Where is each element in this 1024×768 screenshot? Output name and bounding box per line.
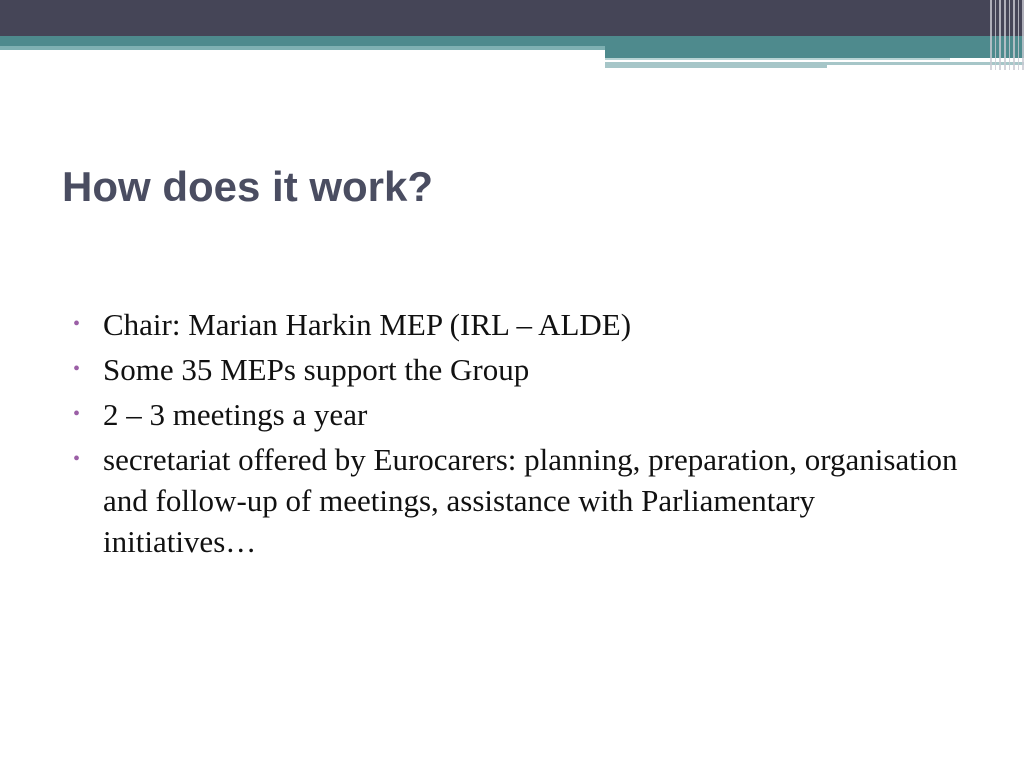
bullet-icon: • xyxy=(73,313,81,335)
bullet-icon: • xyxy=(73,448,81,470)
header-stripe xyxy=(1013,0,1015,70)
bullet-icon: • xyxy=(73,403,81,425)
bullet-text: secretariat offered by Eurocarers: planning, preparation, organisation and follow-up of meetings, assistance with Parliamentary initiatives… xyxy=(103,442,958,559)
header-stripe xyxy=(999,0,1001,70)
header-block-right xyxy=(605,46,1024,58)
bullet-list xyxy=(73,304,973,566)
bullet-item xyxy=(73,439,973,562)
header-line xyxy=(605,58,950,60)
slide-title: How does it work? xyxy=(62,163,434,210)
bullet-icon: • xyxy=(73,358,81,380)
bullet-item xyxy=(73,349,973,390)
header-stripe xyxy=(1009,0,1011,70)
header-stripe xyxy=(1018,0,1020,70)
header-band-dark xyxy=(0,0,1024,36)
header-band-teal xyxy=(0,36,1024,46)
bullet-text: 2 – 3 meetings a year xyxy=(103,397,368,432)
header-stripe xyxy=(990,0,992,70)
header-line xyxy=(605,62,827,68)
header-stripe xyxy=(995,0,997,70)
bullet-text: Some 35 MEPs support the Group xyxy=(103,352,530,387)
bullet-item xyxy=(73,394,973,435)
header-stripe xyxy=(1004,0,1006,70)
bullet-text: Chair: Marian Harkin MEP (IRL – ALDE) xyxy=(103,307,632,342)
header-band-teal-light xyxy=(0,46,605,50)
bullet-item xyxy=(73,304,973,345)
header-stripes xyxy=(990,0,1024,70)
